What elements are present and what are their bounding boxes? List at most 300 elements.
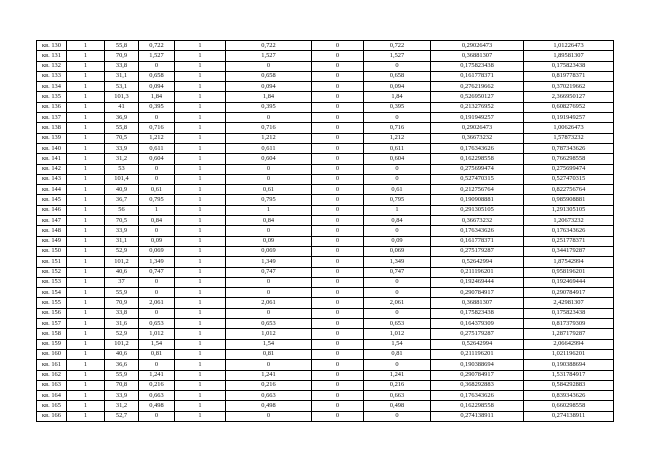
table-cell: 101,3 [105,92,139,102]
table-cell: 1 [175,113,226,123]
table-cell: 0 [312,113,364,123]
table-cell: 0 [226,174,312,184]
table-cell: 0,290784917 [431,370,524,380]
table-cell: 70,9 [105,51,139,61]
table-cell: 0,176343626 [431,391,524,401]
table-cell: 1,01226473 [524,41,614,51]
table-row [37,391,614,401]
table-cell: 0 [226,360,312,370]
table-cell: кв. 147 [37,216,67,226]
table-cell: 1 [67,51,105,61]
table-cell: 0 [312,71,364,81]
table-cell: 0,175823438 [524,308,614,318]
table-cell: 1 [67,154,105,164]
table-cell: 0 [364,411,431,421]
table-cell: 0 [312,185,364,195]
table-row [37,185,614,195]
table-cell: кв. 160 [37,349,67,359]
table-cell: 0,61 [226,185,312,195]
table-cell: 0,658 [226,71,312,81]
table-cell: 0,275179287 [431,246,524,256]
table-cell: 1 [67,288,105,298]
table-row [37,308,614,318]
table-cell: 1,349 [139,257,175,267]
table-cell: 1 [67,308,105,318]
table-cell: 1,527 [364,51,431,61]
table-cell: кв. 144 [37,185,67,195]
table-cell: 37 [105,277,139,287]
table-cell: 0,84 [364,216,431,226]
table-cell: кв. 149 [37,236,67,246]
table-cell: 101,2 [105,257,139,267]
table-cell: кв. 150 [37,246,67,256]
table-cell: 0,069 [364,246,431,256]
table-cell: кв. 140 [37,143,67,153]
table-cell: 0,722 [226,41,312,51]
table-cell: кв. 148 [37,226,67,236]
table-cell: кв. 157 [37,319,67,329]
table-cell: кв. 155 [37,298,67,308]
table-cell: кв. 145 [37,195,67,205]
table-cell: 1 [175,174,226,184]
table-cell: кв. 163 [37,380,67,390]
table-cell: 1 [67,205,105,215]
table-cell: 0,611 [226,143,312,153]
table-cell: кв. 165 [37,401,67,411]
table-cell: 0,663 [139,391,175,401]
table-cell: 0,36881307 [431,51,524,61]
table-row [37,267,614,277]
table-cell: 1 [139,205,175,215]
table-row [37,51,614,61]
table-cell: 0,212756764 [431,185,524,195]
table-cell: 0 [226,113,312,123]
table-cell: 0,368292883 [431,380,524,390]
table-cell: 0 [139,360,175,370]
table-cell: 55,9 [105,288,139,298]
table-cell: 0,216 [226,380,312,390]
table-cell: 0 [312,277,364,287]
table-cell: 1 [67,195,105,205]
table-cell: 0,069 [226,246,312,256]
table-cell: 36,9 [105,113,139,123]
table-row [37,133,614,143]
table-row [37,411,614,421]
table-cell: 0 [312,308,364,318]
table-cell: 0 [312,174,364,184]
table-cell: 53 [105,164,139,174]
table-cell: 0 [226,226,312,236]
table-cell: 1 [67,380,105,390]
table-cell: 0,660298558 [524,401,614,411]
table-cell: 1,212 [226,133,312,143]
table-cell: 0,795 [226,195,312,205]
table-cell: 0 [139,61,175,71]
table-cell: 1 [67,391,105,401]
table-cell: 0,716 [364,123,431,133]
table-cell: 1,241 [364,370,431,380]
table-cell: 0,663 [364,391,431,401]
table-row [37,360,614,370]
table-cell: 1 [175,257,226,267]
table-cell: 41 [105,102,139,112]
table-row [37,236,614,246]
table-cell: кв. 161 [37,360,67,370]
table-cell: 0,274138911 [431,411,524,421]
table-cell: 0 [312,349,364,359]
table-cell: 0 [312,164,364,174]
table-cell: 1 [67,82,105,92]
table-row [37,61,614,71]
table-cell: 0,722 [139,41,175,51]
table-cell: 40,6 [105,349,139,359]
table-cell: 0,61 [139,185,175,195]
table-cell: 36,6 [105,360,139,370]
table-cell: кв. 166 [37,411,67,421]
table-cell: 0,176343626 [431,226,524,236]
table-cell: 1 [67,246,105,256]
table-row [37,92,614,102]
table-cell: 0,653 [364,319,431,329]
table-cell: 0,291305105 [431,205,524,215]
table-cell: 0,274138911 [524,411,614,421]
table-cell: кв. 131 [37,51,67,61]
table-cell: 0,52642994 [431,257,524,267]
table-cell: 1 [175,51,226,61]
table-cell: 0,52642994 [431,339,524,349]
table-cell: 1 [175,71,226,81]
table-cell: 33,9 [105,226,139,236]
table-cell: 1 [175,349,226,359]
table-cell: 0,36881307 [431,298,524,308]
table-cell: 0 [364,277,431,287]
table-cell: 0 [312,298,364,308]
table-cell: 0,817379309 [524,319,614,329]
table-cell: 1 [175,319,226,329]
table-cell: 40,9 [105,185,139,195]
table-cell: 0,604 [364,154,431,164]
table-cell: 1,287179287 [524,329,614,339]
table-cell: 1 [175,308,226,318]
table-cell: 0 [364,61,431,71]
table-cell: 1 [175,391,226,401]
table-cell: 52,9 [105,329,139,339]
table-cell: 0 [312,288,364,298]
apartment-data-table [36,40,614,422]
table-cell: 0,839343626 [524,391,614,401]
table-cell: 1 [175,246,226,256]
table-cell: 1 [175,339,226,349]
table-cell: 1 [67,133,105,143]
table-cell: 0 [364,308,431,318]
table-cell: 1 [175,164,226,174]
table-cell: 1,527 [139,51,175,61]
table-cell: 2,061 [364,298,431,308]
table-cell: 0,81 [139,349,175,359]
table-cell: 0,611 [139,143,175,153]
table-cell: 1 [67,92,105,102]
table-cell: 1 [175,411,226,421]
table-row [37,329,614,339]
table-cell: 0 [226,277,312,287]
table-cell: 1 [175,288,226,298]
table-cell: 70,8 [105,380,139,390]
table-cell: кв. 139 [37,133,67,143]
table-cell: кв. 142 [37,164,67,174]
table-row [37,82,614,92]
table-cell: 1,212 [139,133,175,143]
table-row [37,164,614,174]
table-row [37,226,614,236]
table-cell: 1,349 [364,257,431,267]
table-cell: 1,241 [226,370,312,380]
table-row [37,71,614,81]
table-cell: 1 [226,205,312,215]
table-cell: 0,498 [226,401,312,411]
table-cell: 0 [312,133,364,143]
table-row [37,257,614,267]
table-cell: 1 [175,401,226,411]
table-cell: 1 [175,82,226,92]
table-cell: 1,291305105 [524,205,614,215]
table-cell: 2,06642994 [524,339,614,349]
table-cell: 53,1 [105,82,139,92]
table-cell: 0,653 [139,319,175,329]
table-cell: 33,9 [105,143,139,153]
table-cell: 1 [67,174,105,184]
table-cell: 1 [175,61,226,71]
table-cell: 1 [67,185,105,195]
table-cell: 0,370219662 [524,82,614,92]
table-cell: 0,211196201 [431,349,524,359]
table-cell: 1 [175,195,226,205]
table-cell: 31,1 [105,236,139,246]
table-cell: 0,958196201 [524,267,614,277]
table-cell: 0,395 [139,102,175,112]
table-cell: 1 [67,41,105,51]
table-cell: 36,7 [105,195,139,205]
table-cell: 0,526950127 [431,92,524,102]
table-cell: 1 [67,339,105,349]
table-cell: 0,175823438 [431,61,524,71]
table-cell: 0,36673232 [431,216,524,226]
table-cell: 1 [175,143,226,153]
table-cell: 70,9 [105,298,139,308]
table-cell: 1 [175,267,226,277]
table-cell: 0,527470315 [431,174,524,184]
table-cell: кв. 137 [37,113,67,123]
table-row [37,113,614,123]
table-cell: кв. 154 [37,288,67,298]
table-cell: 0,161778371 [431,71,524,81]
table-cell: кв. 138 [37,123,67,133]
table-cell: 0 [312,216,364,226]
table-cell: 101,2 [105,339,139,349]
table-cell: 1 [67,370,105,380]
table-row [37,154,614,164]
table-cell: 70,5 [105,216,139,226]
table-cell: 0,275179287 [431,329,524,339]
table-cell: 1 [67,329,105,339]
table-cell: 0 [139,164,175,174]
table-cell: 1 [67,143,105,153]
table-cell: 0 [139,226,175,236]
table-cell: кв. 134 [37,82,67,92]
table-cell: 1 [67,298,105,308]
table-cell: 1,54 [226,339,312,349]
table-cell: 0,276219662 [431,82,524,92]
table-row [37,370,614,380]
table-cell: 70,5 [105,133,139,143]
table-cell: 0,722 [364,41,431,51]
table-cell: 0,094 [139,82,175,92]
table-cell: 55,8 [105,41,139,51]
table-cell: 0 [139,174,175,184]
table-cell: 1 [67,319,105,329]
table-cell: 0 [364,360,431,370]
table-cell: 0,290784917 [524,288,614,298]
table-cell: кв. 135 [37,92,67,102]
table-cell: 0 [312,267,364,277]
table-cell: 1 [175,102,226,112]
table-cell: 31,6 [105,319,139,329]
table-cell: кв. 141 [37,154,67,164]
table-cell: 0,795 [139,195,175,205]
table-cell: 0,09 [226,236,312,246]
table-cell: 1 [67,102,105,112]
table-cell: 0 [312,41,364,51]
table-cell: кв. 132 [37,61,67,71]
table-cell: 0,395 [226,102,312,112]
table-cell: 1 [175,133,226,143]
table-cell: 0 [312,102,364,112]
table-cell: 1 [67,113,105,123]
table-cell: 0,819778371 [524,71,614,81]
table-cell: 0 [226,61,312,71]
table-cell: 0,161778371 [431,236,524,246]
table-cell: 1,87542994 [524,257,614,267]
table-cell: 1 [67,71,105,81]
table-cell: 0 [312,82,364,92]
table-cell: 0,162298558 [431,154,524,164]
table-cell: 31,2 [105,401,139,411]
table-cell: 1 [67,164,105,174]
table-cell: 0 [312,236,364,246]
table-cell: 101,4 [105,174,139,184]
table-cell: 0,81 [226,349,312,359]
table-cell: 1 [67,226,105,236]
table-cell: кв. 162 [37,370,67,380]
table-cell: 52,7 [105,411,139,421]
table-row [37,349,614,359]
table-cell: 0 [364,288,431,298]
table-cell: 0 [312,123,364,133]
table-cell: 0 [312,329,364,339]
table-cell: 0,275699474 [524,164,614,174]
table-cell: 0,663 [226,391,312,401]
table-cell: 0,653 [226,319,312,329]
table-cell: 0,192469444 [431,277,524,287]
table-cell: 1 [175,298,226,308]
table-cell: 1 [175,360,226,370]
table-cell: 0 [312,154,364,164]
table-cell: 0 [364,164,431,174]
table-cell: 1 [67,61,105,71]
table-cell: 0 [312,257,364,267]
table-cell: 0 [226,411,312,421]
table-cell: 0,36673232 [431,133,524,143]
table-cell: 0,09 [139,236,175,246]
table-row [37,102,614,112]
table-cell: 0,658 [364,71,431,81]
table-cell: 0 [226,308,312,318]
table-cell: 1 [175,226,226,236]
table-cell: 1 [67,360,105,370]
table-cell: 2,366950127 [524,92,614,102]
table-row [37,401,614,411]
table-cell: 0,795 [364,195,431,205]
table-cell: 0,81 [364,349,431,359]
table-cell: 0 [226,164,312,174]
table-cell: 0,61 [364,185,431,195]
table-cell: 0,216 [139,380,175,390]
table-cell: 0 [312,339,364,349]
table-cell: 0 [312,391,364,401]
table-cell: 0,344179287 [524,246,614,256]
table-cell: 1,84 [226,92,312,102]
table-cell: 0,822756764 [524,185,614,195]
table-cell: 0 [139,277,175,287]
table-row [37,380,614,390]
table-cell: кв. 152 [37,267,67,277]
table-cell: 0,275699474 [431,164,524,174]
table-cell: 0,84 [226,216,312,226]
table-cell: 1,89581307 [524,51,614,61]
table-cell: 1,00626473 [524,123,614,133]
table-row [37,277,614,287]
table-cell: 0,985908881 [524,195,614,205]
table-cell: 1 [67,401,105,411]
table-cell: кв. 153 [37,277,67,287]
table-cell: 0,211196201 [431,267,524,277]
table-cell: 1 [67,216,105,226]
table-cell: 2,061 [226,298,312,308]
table-cell: 0 [312,51,364,61]
table-cell: 33,8 [105,308,139,318]
table-cell: 0 [139,308,175,318]
table-cell: 0,094 [226,82,312,92]
table-cell: 1,021196201 [524,349,614,359]
table-cell: 0,175823438 [524,61,614,71]
table-row [37,288,614,298]
table-cell: 55,8 [105,123,139,133]
table-cell: 1 [67,257,105,267]
table-cell: 0,069 [139,246,175,256]
table-cell: 1,84 [139,92,175,102]
table-cell: 0 [139,411,175,421]
table-cell: 0 [364,113,431,123]
table-cell: 0,604 [139,154,175,164]
table-cell: 0,162298558 [431,401,524,411]
table-cell: 0 [226,288,312,298]
table-body [37,41,614,422]
table-cell: 0 [312,411,364,421]
table-cell: 0,716 [226,123,312,133]
table-cell: 0,787343626 [524,143,614,153]
table-cell: 0,191949257 [524,113,614,123]
table-row [37,298,614,308]
table-cell: 0,29026473 [431,41,524,51]
